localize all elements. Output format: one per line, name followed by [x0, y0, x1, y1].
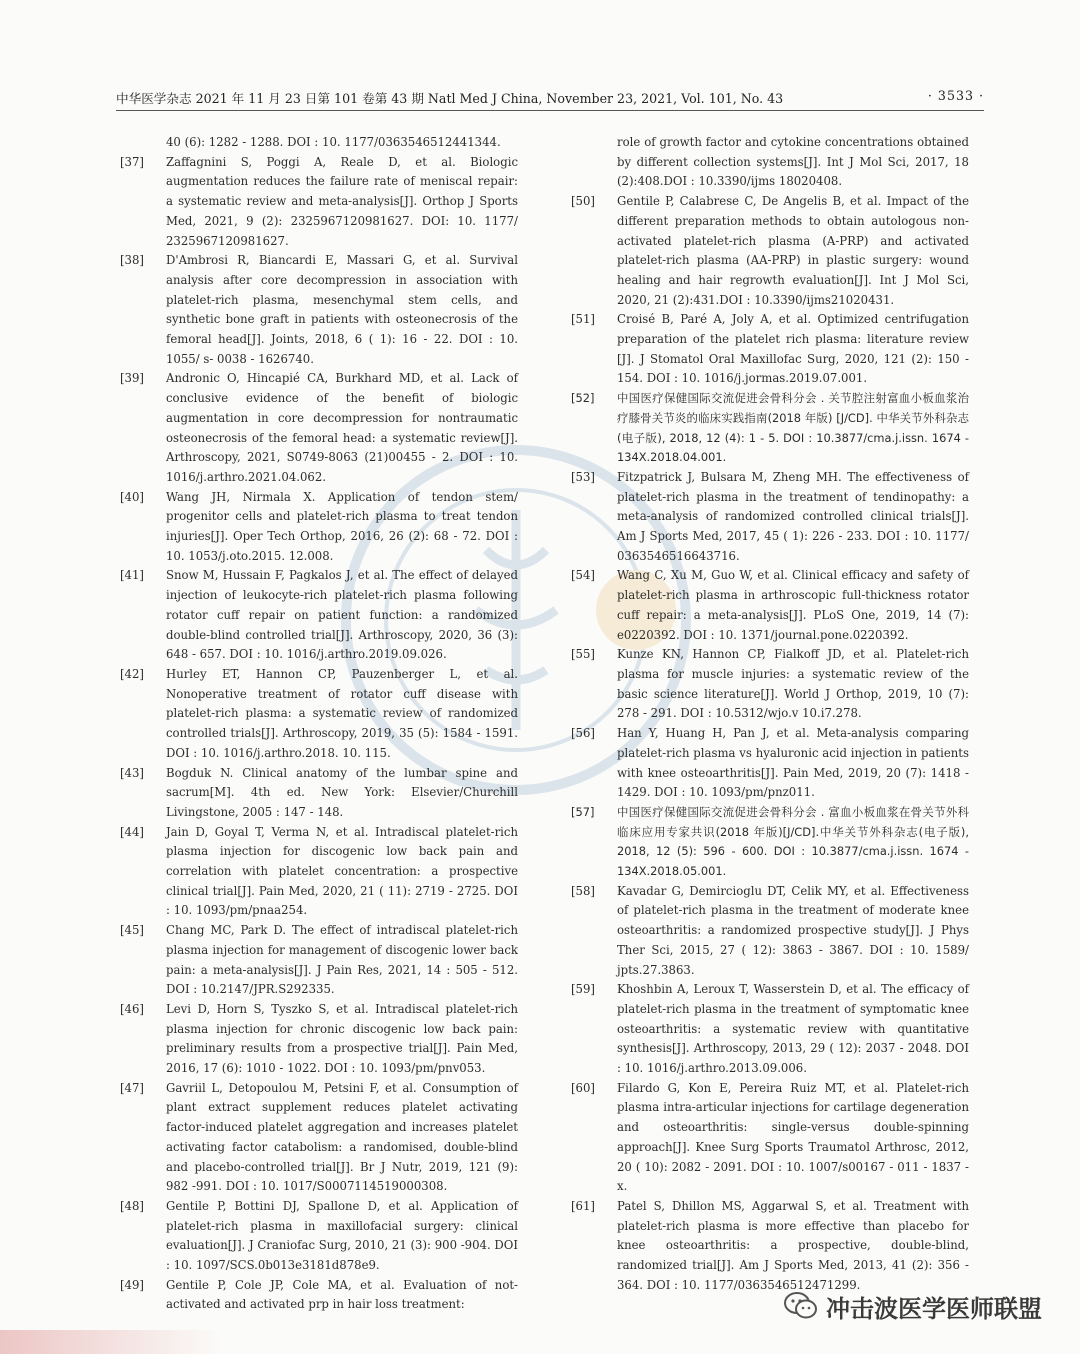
reference-entry [116, 566, 518, 665]
reference-entry [567, 882, 969, 981]
reference-text: Zaffagnini S, Poggi A, Reale D, et al. Biologic augmentation reduces the failure rate of meniscal repair: a systematic review and meta-analysis[J]. Orthop J Sports Med, 2021, 9 (2): 2325967120981627. DOI: 10. 1177/ 2325967120981627. [166, 154, 518, 248]
reference-number: [41] [120, 568, 144, 583]
reference-number: [44] [120, 824, 144, 839]
reference-entry [116, 488, 518, 567]
reference-entry [116, 153, 518, 252]
reference-text: Kavadar G, Demircioglu DT, Celik MY, et al. Effectiveness of platelet-rich plasma in the treatment of moderate knee osteoarthritis: a randomized prospective study[J]. J Phys Ther Sci, 2015, 27 ( 12): 3863 - 3867. DOI : 10. 1589/ jpts.27.3863. [617, 883, 969, 977]
reference-entry [567, 724, 969, 803]
reference-text: 中国医疗保健国际交流促进会骨科分会 . 富血小板血浆在骨关节外科临床应用专家共识(2018 年版)[J/CD].中华关节外科杂志(电子版), 2018, 12 (5): 596 - 600. DOI : 10.3877/cma.j.issn. 1674 - 134X.2018.05.001. [617, 804, 969, 879]
reference-text: Croisé B, Paré A, Joly A, et al. Optimized centrifugation preparation of the platelet rich plasma: literature review [J]. J Stomatol Oral Maxillofac Surg, 2020, 121 (2): 150 - 154. DOI : 10. 1016/j.jormas.2019.07.001. [617, 312, 969, 386]
reference-number: [39] [120, 371, 144, 386]
reference-number: [52] [571, 391, 595, 406]
reference-number: [61] [571, 1198, 595, 1213]
reference-text: Snow M, Hussain F, Pagkalos J, et al. The effect of delayed injection of leukocyte-rich platelet-rich plasma following rotator cuff repair on patient function: a randomized double-blind controlled trial[J]. Arthroscopy, 2020, 36 (3): 648 - 657. DOI : 10. 1016/j.arthro.2019.09.026. [166, 568, 518, 662]
wechat-account-brand [784, 1289, 1042, 1323]
reference-text: Levi D, Horn S, Tyszko S, et al. Intradiscal platelet-rich plasma injection for chronic discogenic low back pain: preliminary results from a prospective trial[J]. Pain Med, 2016, 17 (6): 1010 - 1022. DOI : 10. 1093/pm/pnv053. [166, 1001, 518, 1076]
reference-number: [54] [571, 568, 595, 583]
reference-text: Andronic O, Hincapié CA, Burkhard MD, et al. Lack of conclusive evidence of the benefit of biologic augmentation in core decompression for nontraumatic osteonecrosis of the femoral head: a systematic review[J]. Arthroscopy, 2021, S0749-8063 (21)00455 - 2. DOI : 10. 1016/j.arthro.2021.04.062. [166, 371, 518, 484]
reference-text: Khoshbin A, Leroux T, Wasserstein D, et al. The efficacy of platelet-rich plasma in the treatment of symptomatic knee osteoarthritis: a systematic review with quantitative synthesis[J]. Arthroscopy, 2013, 29 ( 12): 2037 - 2048. DOI : 10. 1016/j.arthro.2013.09.006. [617, 982, 969, 1076]
reference-number: [37] [120, 154, 144, 169]
reference-text: Wang C, Xu M, Guo W, et al. Clinical efficacy and safety of platelet-rich plasma in arthroscopic full-thickness rotator cuff repair: a meta-analysis[J]. PLoS One, 2019, 14 (7): e0220392. DOI : 10. 1371/journal.pone.0220392. [617, 568, 969, 642]
reference-entry [116, 251, 518, 369]
reference-text: Bogduk N. Clinical anatomy of the lumbar spine and sacrum[M]. 4th ed. New York: Elsevier/Churchill Livingstone, 2005 : 147 - 148. [166, 765, 518, 819]
reference-number: [43] [120, 765, 144, 780]
reference-number: [38] [120, 253, 144, 268]
reference-text: Patel S, Dhillon MS, Aggarwal S, et al. Treatment with platelet-rich plasma is more effective than placebo for knee osteoarthritis: a prospective, double-blind, randomized trial[J]. Am J Sports Med, 2013, 41 (2): 356 - 364. DOI : 10. 1177/0363546512471299. [617, 1198, 969, 1292]
reference-entry [567, 645, 969, 724]
reference-entry [116, 665, 518, 764]
reference-number: [53] [571, 469, 595, 484]
reference-number: [60] [571, 1080, 595, 1095]
reference-text: Fitzpatrick J, Bulsara M, Zheng MH. The effectiveness of platelet-rich plasma in the treatment of tendinopathy: a meta-analysis of randomized controlled clinical trials[J]. Am J Sports Med, 2017, 45 ( 1): 226 - 233. DOI : 10. 1177/ 0363546516643716. [617, 469, 969, 563]
running-header [116, 88, 984, 110]
reference-entry [567, 1197, 969, 1296]
reference-entry [116, 921, 518, 1000]
reference-number: [46] [120, 1001, 144, 1016]
reference-entry [116, 1079, 518, 1197]
wechat-icon [784, 1291, 818, 1321]
reference-entry [116, 369, 518, 487]
reference-entry [567, 1079, 969, 1197]
reference-number: [45] [120, 923, 144, 938]
reference-text: 中国医疗保健国际交流促进会骨科分会 . 关节腔注射富血小板血浆治疗膝骨关节炎的临床实践指南(2018 年版) [J/CD]. 中华关节外科杂志(电子版), 2018, 12 (4): 1 - 5. DOI : 10.3877/cma.j.issn. 1674 - 134X.2018.04.001. [617, 391, 969, 465]
reference-text: D'Ambrosi R, Biancardi E, Massari G, et al. Survival analysis after core decompression in association with platelet-rich plasma, mesenchymal stem cells, and synthetic bone graft in patients with osteonecrosis of the femoral head[J]. Joints, 2018, 6 ( 1): 16 - 22. DOI : 10. 1055/ s- 0038 - 1626740. [166, 253, 518, 366]
reference-number: [47] [120, 1080, 144, 1095]
reference-text: Chang MC, Park D. The effect of intradiscal platelet-rich plasma injection for management of discogenic lower back pain: a meta-analysis[J]. J Pain Res, 2021, 14 : 505 - 512. DOI : 10.2147/JPR.S292335. [166, 923, 518, 997]
reference-number: [59] [571, 982, 595, 997]
header-rule [116, 110, 984, 111]
reference-text: Han Y, Huang H, Pan J, et al. Meta-analysis comparing platelet-rich plasma vs hyaluronic acid injection in patients with knee osteoarthritis[J]. Pain Med, 2019, 20 (7): 1418 - 1429. DOI : 10. 1093/pm/pnz011. [617, 726, 969, 800]
reference-text: Filardo G, Kon E, Pereira Ruiz MT, et al. Platelet-rich plasma intra-articular injections for cartilage degeneration and osteoarthritis: single-versus double-spinning approach[J]. Knee Surg Sports Traumatol Arthrosc, 2012, 20 ( 10): 2082 - 2091. DOI : 10. 1007/s00167 - 011 - 1837 -x. [617, 1080, 969, 1194]
reference-number: [55] [571, 647, 595, 662]
reference-text: Wang JH, Nirmala X. Application of tendon stem/ progenitor cells and platelet-rich plasma to treat tendon injuries[J]. Oper Tech Orthop, 2016, 26 (2): 68 - 72. DOI : 10. 1053/j.oto.2015. 12.008. [166, 489, 518, 563]
reference-text: Jain D, Goyal T, Verma N, et al. Intradiscal platelet-rich plasma injection for discogenic low back pain and correlation with platelet concentration: a prospective clinical trial[J]. Pain Med, 2020, 21 ( 11): 2719 - 2725. DOI : 10. 1093/pm/pnaa254. [166, 824, 518, 918]
reference-entry [567, 468, 969, 567]
brand-text: 冲击波医学医师联盟 [826, 1294, 1042, 1323]
reference-text: Gentile P, Bottini DJ, Spallone D, et al. Application of platelet-rich plasma in maxillofacial surgery: clinical evaluation[J]. J Craniofac Surg, 2010, 21 (3): 900 -904. DOI : 10. 1097/SCS.0b013e3181d878e9. [166, 1198, 518, 1273]
reference-entry [567, 310, 969, 389]
reference-entry [567, 389, 969, 468]
reference-number: [40] [120, 489, 144, 504]
reference-text: Gentile P, Cole JP, Cole MA, et al. Evaluation of not-activated and activated prp in hair loss treatment: [166, 1277, 518, 1312]
left-reference-column [116, 133, 518, 1315]
right-reference-column [567, 133, 969, 1295]
page-number: · 3533 · [927, 88, 984, 103]
reference-number: [48] [120, 1198, 144, 1213]
reference-text: Gavriil L, Detopoulou M, Petsini F, et al. Consumption of plant extract supplement reduces platelet activating factor-induced platelet aggregation and increases platelet activating factor catabolism: a randomised, double-blind and placebo-controlled trial[J]. Br J Nutr, 2019, 121 (9): 982 -991. DOI : 10. 1017/S0007114519000308. [166, 1080, 518, 1194]
reference-text: Hurley ET, Hannon CP, Pauzenberger L, et al. Nonoperative treatment of rotator cuff disease with platelet-rich plasma: a systematic review of randomized controlled trials[J]. Arthroscopy, 2019, 35 (5): 1584 - 1591. DOI : 10. 1016/j.arthro.2018. 10. 115. [166, 666, 518, 760]
reference-entry [567, 566, 969, 645]
reference-continuation: 40 (6): 1282 - 1288. DOI : 10. 1177/0363546512441344. [166, 135, 501, 149]
reference-number: [42] [120, 666, 144, 681]
reference-number: [58] [571, 883, 595, 898]
reference-entry [567, 803, 969, 882]
reference-entry [116, 823, 518, 922]
reference-entry [567, 192, 969, 310]
reference-number: [51] [571, 312, 595, 327]
reference-number: [56] [571, 726, 595, 741]
journal-citation-line: 中华医学杂志 2021 年 11 月 23 日第 101 卷第 43 期 Natl Med J China, November 23, 2021, Vol. 101, No. 43 [116, 91, 784, 106]
reference-entry [567, 980, 969, 1079]
bottom-stamp-decoration [0, 1330, 220, 1354]
reference-number: [49] [120, 1277, 144, 1292]
reference-entry [116, 1276, 518, 1315]
reference-entry [116, 764, 518, 823]
reference-entry [116, 1197, 518, 1276]
reference-text: Gentile P, Calabrese C, De Angelis B, et al. Impact of the different preparation methods to obtain autologous non-activated platelet-rich plasma (A-PRP) and activated platelet-rich plasma (AA-PRP) in plastic surgery: wound healing and hair regrowth evaluation[J]. Int J Mol Sci, 2020, 21 (2):431.DOI : 10.3390/ijms21020431. [617, 194, 969, 307]
reference-text: Kunze KN, Hannon CP, Fialkoff JD, et al. Platelet-rich plasma for muscle injuries: a systematic review of the basic science literature[J]. World J Orthop, 2019, 10 (7): 278 - 291. DOI : 10.5312/wjo.v 10.i7.278. [617, 647, 969, 721]
reference-continuation: role of growth factor and cytokine concentrations obtained by different collection systems[J]. Int J Mol Sci, 2017, 18 (2):408.DOI : 10.3390/ijms 18020408. [617, 135, 969, 189]
reference-number: [50] [571, 194, 595, 209]
reference-entry [116, 1000, 518, 1079]
reference-number: [57] [571, 804, 595, 819]
